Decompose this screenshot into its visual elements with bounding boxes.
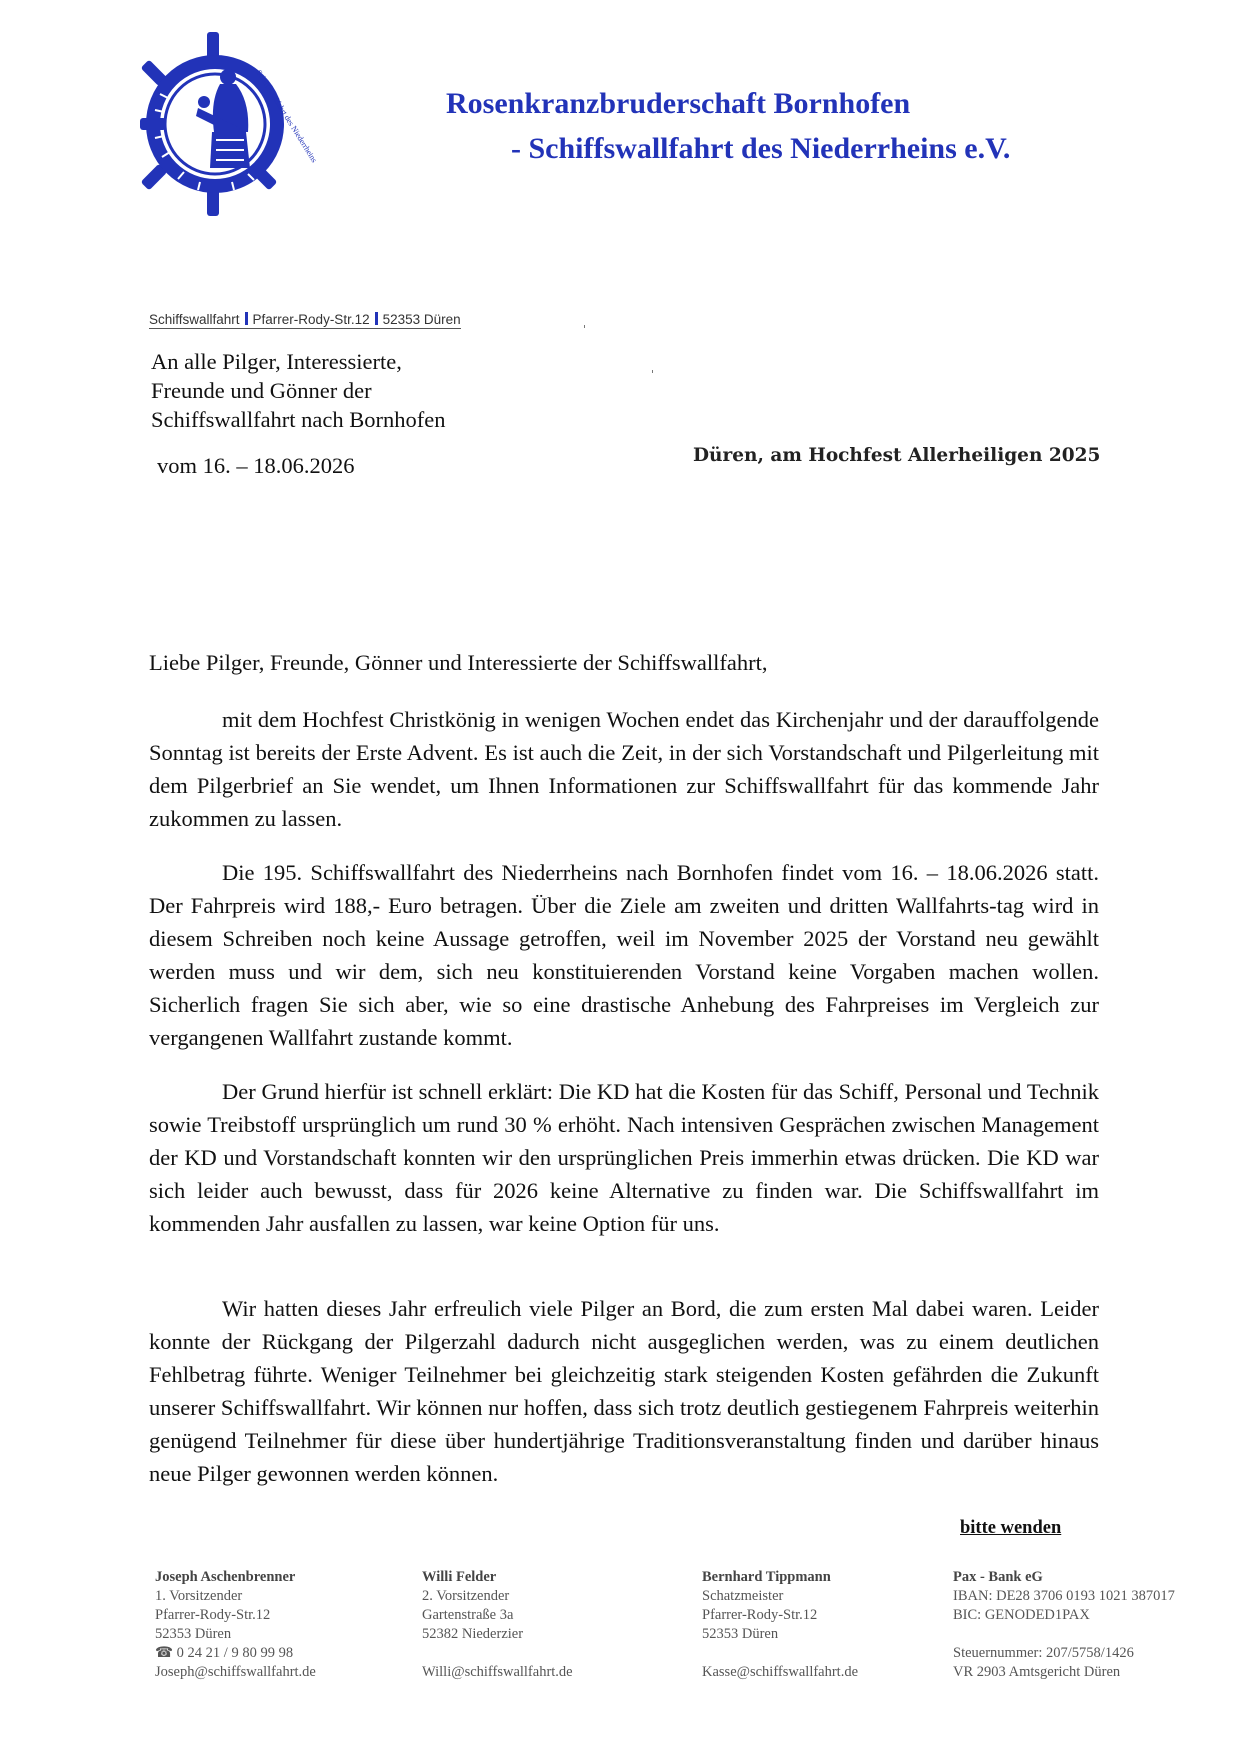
ship-wheel-logo-icon — [140, 32, 319, 216]
speck — [652, 370, 653, 373]
place-date: Düren, am Hochfest Allerheiligen 2025 — [693, 445, 1101, 466]
footer-line: 2. Vorsitzender — [422, 1588, 510, 1604]
footer-email[interactable]: Kasse@schiffswallfahrt.de — [702, 1664, 859, 1680]
body-paragraph: Wir hatten dieses Jahr erfreulich viele Pilger an Bord, die zum ersten Mal dabei waren. Leider konnte der Rückgang der Pilgerzahl dadurch nicht ausgeglichen werden, was zu einem deutlichen Fehlbetrag führte. Weniger Teilnehmer bei gleichzeitig stark steigenden Kosten gefährden die Zukunft unserer Schiffswallfahrt. Wir können nur hoffen, dass sich trotz deutlich gestiegenem Fahrpreis weiterhin genügend Teilnehmer für diese über hundertjährige Traditionsveranstaltung finden und darüber hinaus neue Pilger gewonnen werden können. — [149, 1296, 1099, 1486]
footer-line: 1. Vorsitzender — [155, 1588, 243, 1604]
footer-email[interactable]: Willi@schiffswallfahrt.de — [422, 1664, 573, 1680]
footer-chairman — [155, 1568, 316, 1682]
footer-phone: ☎ 0 24 21 / 9 80 99 98 — [155, 1645, 294, 1661]
footer-line: 52353 Düren — [155, 1626, 232, 1642]
recipient-address — [151, 347, 446, 434]
footer-line: Pfarrer-Rody-Str.12 — [155, 1607, 271, 1623]
footer-line: 52353 Düren — [702, 1626, 779, 1642]
footer-line: Steuernummer: 207/5758/1426 — [953, 1645, 1134, 1661]
footer-bank — [953, 1568, 1175, 1682]
footer-line: Schatzmeister — [702, 1588, 784, 1604]
letterhead-subtitle: - Schiffswallfahrt des Niederrheins e.V. — [511, 132, 1011, 165]
recipient-line: Schiffswallfahrt nach Bornhofen — [151, 407, 446, 432]
recipient-line: Freunde und Gönner der — [151, 378, 372, 403]
speck — [584, 325, 585, 328]
footer-line: Pfarrer-Rody-Str.12 — [702, 1607, 818, 1623]
letterhead-title: Rosenkranzbruderschaft Bornhofen — [446, 87, 911, 120]
footer-line: 52382 Niederzier — [422, 1626, 524, 1642]
salutation: Liebe Pilger, Freunde, Gönner und Interessierte der Schiffswallfahrt, — [149, 650, 768, 675]
footer-line: VR 2903 Amtsgericht Düren — [953, 1664, 1121, 1680]
footer-treasurer — [702, 1568, 858, 1682]
logo-text: Schiffswallfahrt des Niederrheins — [254, 68, 319, 165]
recipient-line: An alle Pilger, Interessierte, — [151, 349, 402, 374]
footer-line: Gartenstraße 3a — [422, 1607, 514, 1623]
separator — [245, 312, 248, 325]
footer-spacer — [422, 1644, 573, 1663]
please-turn-over: bitte wenden — [960, 1518, 1062, 1538]
sender-city: 52353 Düren — [382, 312, 461, 327]
footer-name: Bernhard Tippmann — [702, 1569, 831, 1585]
sender-org: Schiffswallfahrt — [149, 312, 240, 327]
footer-name: Pax - Bank eG — [953, 1569, 1043, 1585]
footer-vice-chairman — [422, 1568, 573, 1682]
footer-name: Joseph Aschenbrenner — [155, 1569, 296, 1585]
footer-spacer — [953, 1625, 1175, 1644]
body-paragraph: Der Grund hierfür ist schnell erklärt: Die KD hat die Kosten für das Schiff, Personal und Technik sowie Treibstoff ursprünglich um rund 30 % erhöht. Nach intensiven Gesprächen zwischen Management der KD und Vorstandschaft konnten wir den ursprünglichen Preis immerhin etwas drücken. Die KD war sich leider auch bewusst, dass für 2026 keine Alternative zu finden war. Die Schiffswallfahrt im kommenden Jahr ausfallen zu lassen, war keine Option für uns. — [149, 1079, 1099, 1236]
logo — [140, 32, 319, 216]
footer-spacer — [702, 1644, 858, 1663]
footer-line: IBAN: DE28 3706 0193 1021 387017 — [953, 1588, 1175, 1604]
sender-street: Pfarrer-Rody-Str.12 — [252, 312, 370, 327]
footer-name: Willi Felder — [422, 1569, 497, 1585]
footer-line: BIC: GENODED1PAX — [953, 1607, 1090, 1623]
body-paragraph: mit dem Hochfest Christkönig in wenigen Wochen endet das Kirchenjahr und der darauffolgende Sonntag ist bereits der Erste Advent. Es ist auch die Zeit, in der sich Vorstandschaft und Pilgerleitung mit dem Pilgerbrief an Sie wendet, um Ihnen Informationen zur Schiffswallfahrt für das kommende Jahr zukommen zu lassen. — [149, 707, 1099, 831]
separator — [375, 312, 378, 325]
footer-email[interactable]: Joseph@schiffswallfahrt.de — [155, 1664, 316, 1680]
pilgrimage-dates: vom 16. – 18.06.2026 — [157, 453, 355, 478]
body-paragraph: Die 195. Schiffswallfahrt des Niederrheins nach Bornhofen findet vom 16. – 18.06.2026 statt. Der Fahrpreis wird 188,- Euro betragen. Über die Ziele am zweiten und dritten Wallfahrts-tag wird in diesem Schreiben noch keine Aussage getroffen, weil im November 2025 der Vorstand neu gewählt werden muss und wir dem, sich neu konstituierenden Vorstand keine Vorgaben machen wollen. Sicherlich fragen Sie sich aber, wie so eine drastische Anhebung des Fahrpreises im Vergleich zur vergangenen Wallfahrt zustande kommt. — [149, 860, 1099, 1050]
sender-line — [149, 312, 461, 329]
